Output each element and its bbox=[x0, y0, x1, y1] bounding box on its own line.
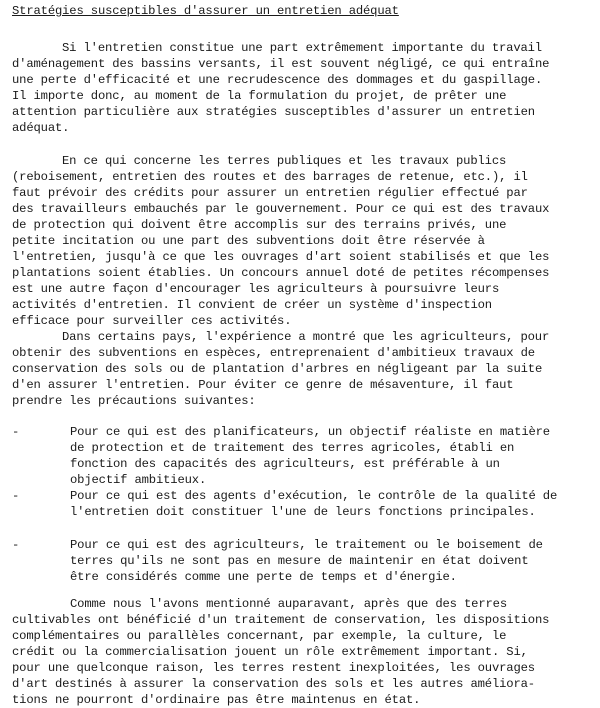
paragraph-line: complémentaires ou parallèles concernant, par exemple, la culture, le bbox=[12, 629, 507, 643]
paragraph-line: En ce qui concerne les terres publiques et les travaux publics bbox=[62, 154, 507, 168]
paragraph-line: activités d'entretien. Il convient de créer un système d'inspection bbox=[12, 298, 492, 312]
bullet-line: de protection et de traitement des terres agricoles, établi en bbox=[70, 441, 515, 455]
paragraph-line: Si l'entretien constitue une part extrêmement importante du travail bbox=[62, 41, 542, 55]
paragraph-line: d'art destinés à assurer la conservation des sols et les autres améliora- bbox=[12, 677, 535, 691]
paragraph-line: faut prévoir des crédits pour assurer un entretien régulier effectué par bbox=[12, 186, 528, 200]
bullet-marker: - bbox=[12, 425, 20, 439]
paragraph-line: des travailleurs embauchés par le gouvernement. Pour ce qui est des travaux bbox=[12, 202, 550, 216]
paragraph-line: Comme nous l'avons mentionné auparavant, après que des terres bbox=[70, 597, 507, 611]
bullet-line: objectif ambitieux. bbox=[70, 473, 207, 487]
paragraph-line: est une autre façon d'encourager les agriculteurs à poursuivre leurs bbox=[12, 282, 500, 296]
paragraph-line: crédit ou la commercialisation jouent un rôle extrêmement important. Si, bbox=[12, 645, 528, 659]
bullet-line: Pour ce qui est des agriculteurs, le traitement ou le boisement de bbox=[70, 538, 543, 552]
paragraph-line: (reboisement, entretien des routes et des barrages de retenue, etc.), il bbox=[12, 170, 528, 184]
paragraph-line: prendre les précautions suivantes: bbox=[12, 394, 256, 408]
paragraph-line: conservation des sols ou de plantation d'arbres en négligeant par la suite bbox=[12, 362, 543, 376]
paragraph-line: obtenir des subventions en espèces, entreprenaient d'ambitieux travaux de bbox=[12, 346, 535, 360]
paragraph-line: petite incitation ou une part des subventions doit être réservée à bbox=[12, 234, 485, 248]
paragraph-line: de protection qui doivent être accomplis sur des terrains privés, une bbox=[12, 218, 507, 232]
bullet-marker: - bbox=[12, 489, 20, 503]
bullet-line: fonction des capacités des agriculteurs, est préférable à un bbox=[70, 457, 500, 471]
paragraph-line: une perte d'efficacité et une recrudescence des dommages et du gaspillage. bbox=[12, 73, 543, 87]
paragraph-line: d'aménagement des bassins versants, il est souvent négligé, ce qui entraîne bbox=[12, 57, 550, 71]
bullet-line: Pour ce qui est des agents d'exécution, le contrôle de la qualité de bbox=[70, 489, 558, 503]
bullet-line: terres qu'ils ne sont pas en mesure de maintenir en état doivent bbox=[70, 554, 529, 568]
paragraph-line: Dans certains pays, l'expérience a montré que les agriculteurs, pour bbox=[62, 330, 550, 344]
paragraph-line: Il importe donc, au moment de la formulation du projet, de prêter une bbox=[12, 89, 507, 103]
paragraph-line: l'entretien, jusqu'à ce que les ouvrages d'art soient stabilisés et que les bbox=[12, 250, 550, 264]
paragraph-line: attention particulière aux stratégies susceptibles d'assurer un entretien bbox=[12, 105, 535, 119]
paragraph-line: plantations soient établies. Un concours annuel doté de petites récompenses bbox=[12, 266, 550, 280]
paragraph-line: adéquat. bbox=[12, 121, 70, 135]
bullet-line: Pour ce qui est des planificateurs, un objectif réaliste en matière bbox=[70, 425, 550, 439]
paragraph-line: d'en assurer l'entretien. Pour éviter ce genre de mésaventure, il faut bbox=[12, 378, 514, 392]
paragraph-line: cultivables ont bénéficié d'un traitement de conservation, les dispositions bbox=[12, 613, 550, 627]
paragraph-line: efficace pour surveiller ces activités. bbox=[12, 314, 292, 328]
bullet-line: l'entretien doit constituer l'une de leurs fonctions principales. bbox=[70, 505, 536, 519]
bullet-marker: - bbox=[12, 538, 20, 552]
bullet-line: être considérés comme une perte de temps et d'énergie. bbox=[70, 570, 457, 584]
section-title: Stratégies susceptibles d'assurer un entretien adéquat bbox=[12, 4, 399, 18]
paragraph-line: pour une quelconque raison, les terres restent inexploitées, les ouvrages bbox=[12, 661, 535, 675]
paragraph-line: tions ne pourront d'ordinaire pas être maintenus en état. bbox=[12, 693, 421, 707]
